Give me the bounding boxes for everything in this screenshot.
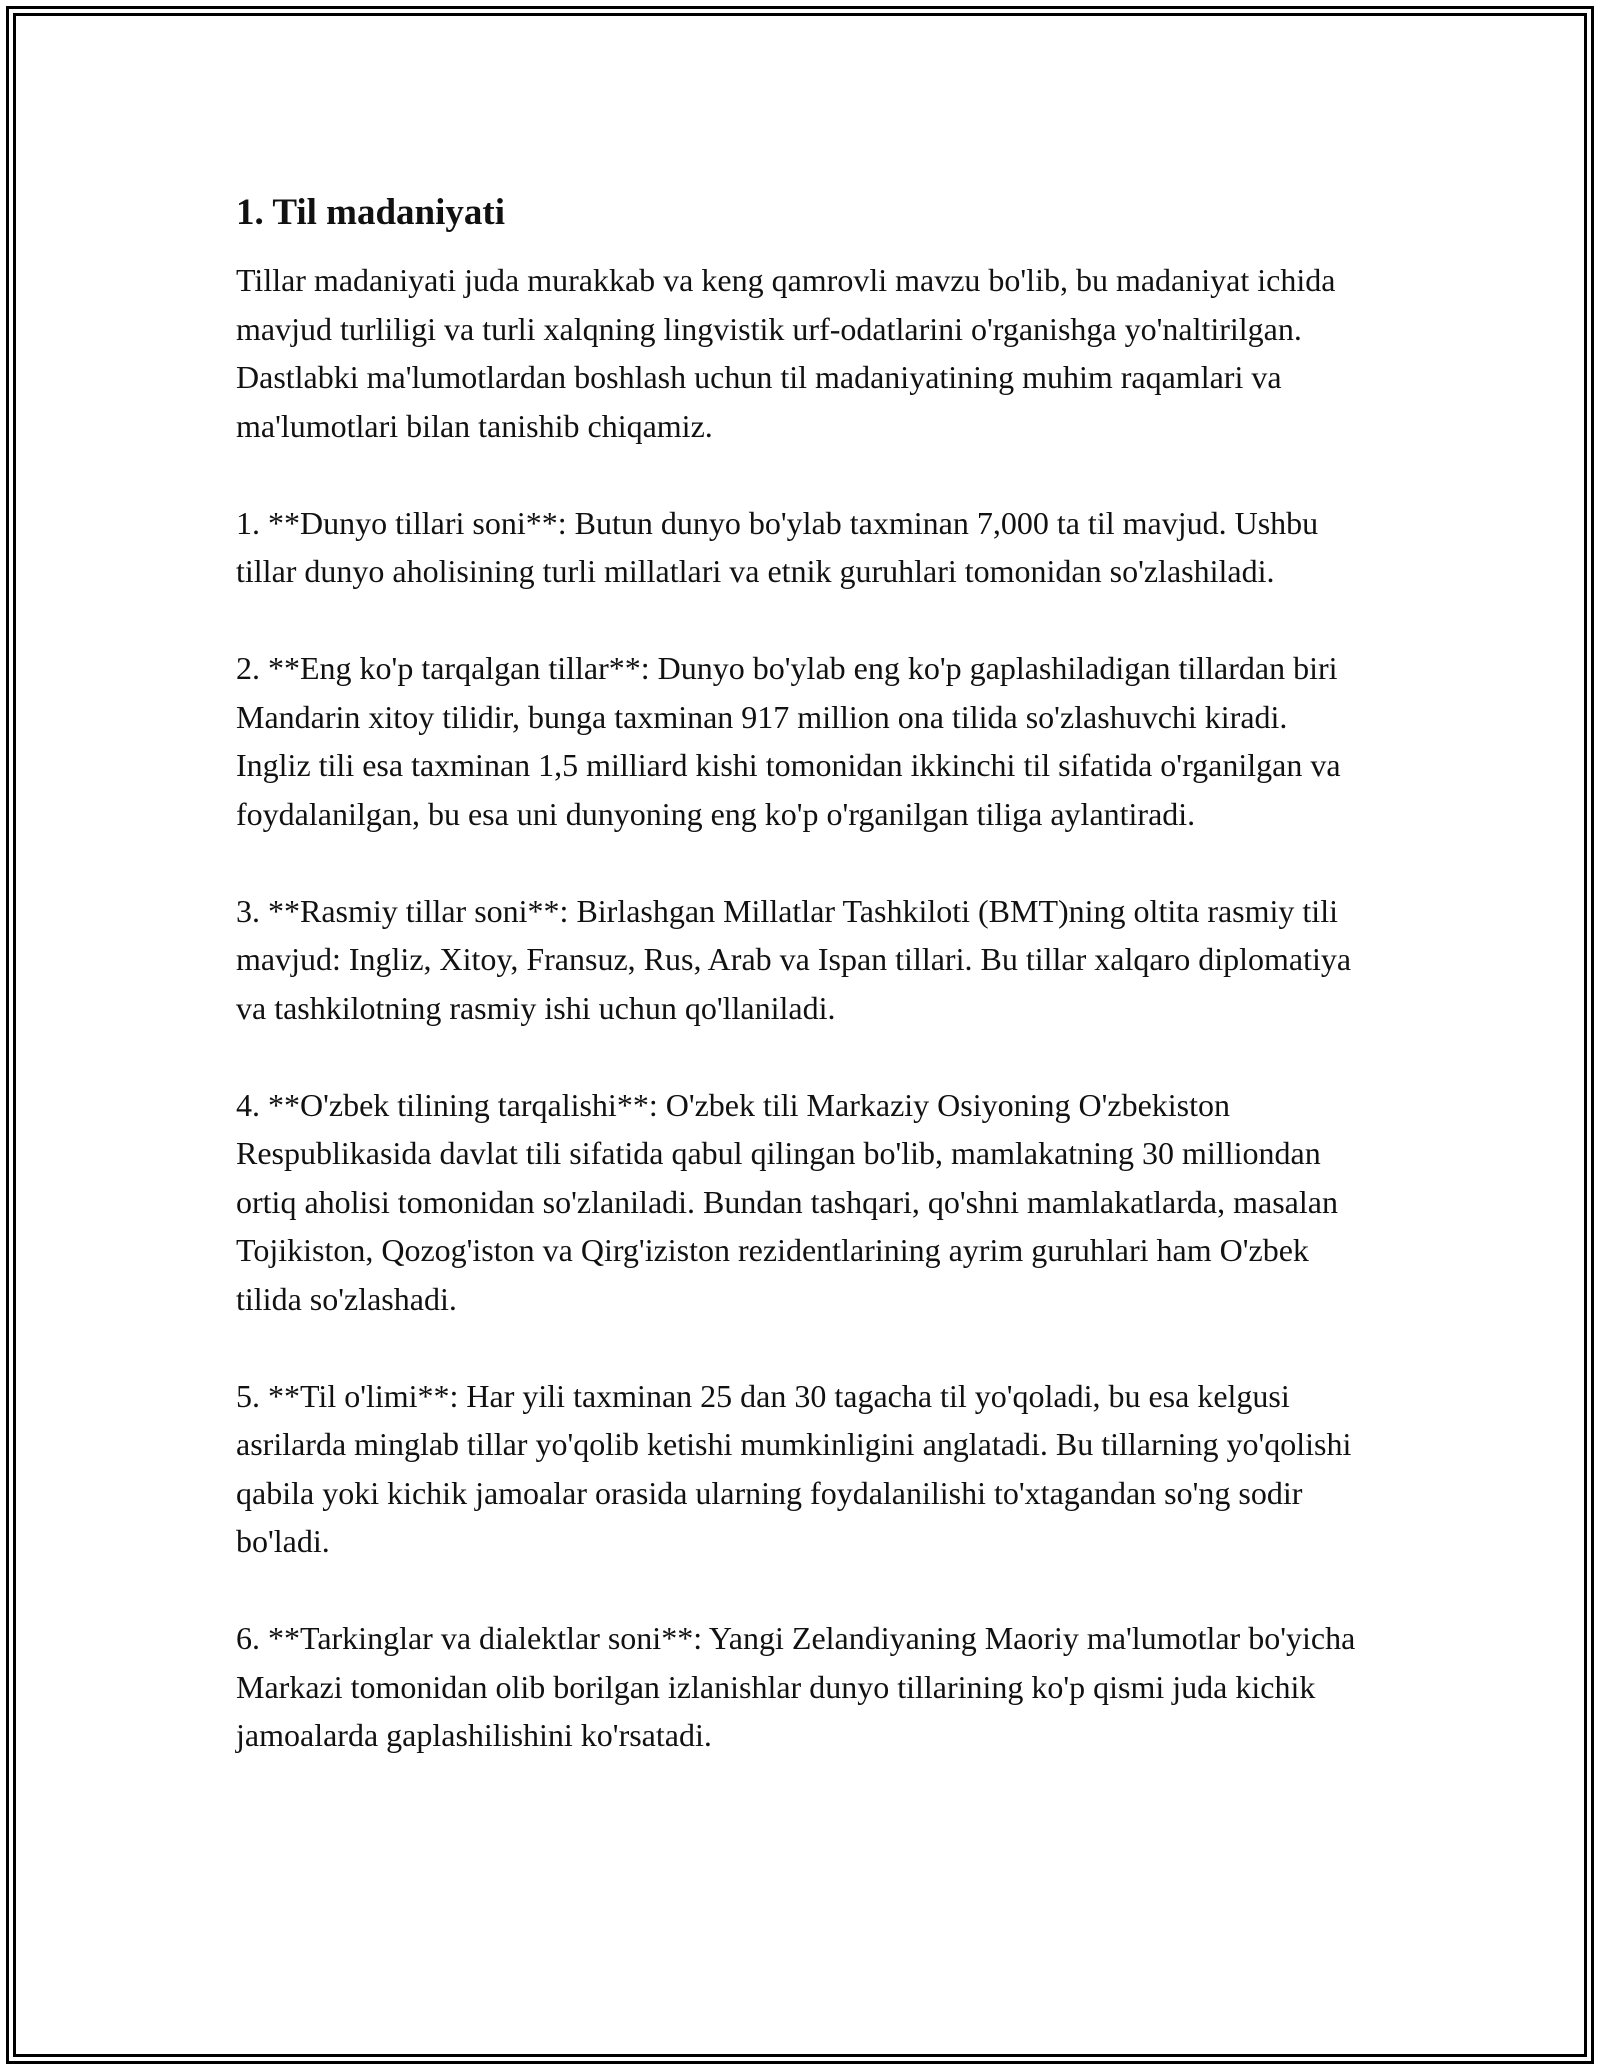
list-item-most-spoken: 2. **Eng ko'p tarqalgan tillar**: Dunyo bo'ylab eng ko'p gaplashiladigan tillardan biri Mandarin xitoy tilidir, bunga taxminan 917 million ona tilida so'zlashuvchi kiradi. Ingliz tili esa taxminan 1,5 milliard kishi tomonidan ikkinchi til sifatida o'rganilgan va foydalanilgan, bu esa uni dunyoning eng ko'p o'rganilgan tiliga aylantiradi.	[236, 650, 1341, 832]
intro-paragraph: Tillar madaniyati juda murakkab va keng qamrovli mavzu bo'lib, bu madaniyat ichida mavjud turliligi va turli xalqning lingvistik urf-odatlarini o'rganishga yo'naltirilgan. Dastlabki ma'lumotlardan boshlash uchun til madaniyatining muhim raqamlari va ma'lumotlari bilan tanishib chiqamiz.	[236, 262, 1336, 444]
list-item-dialects: 6. **Tarkinglar va dialektlar soni**: Yangi Zelandiyaning Maoriy ma'lumotlar bo'yicha Markazi tomonidan olib borilgan izlanishlar dunyo tillarining ko'p qismi juda kichik jamoalarda gaplashilishini ko'rsatadi.	[236, 1620, 1356, 1753]
list-item-world-languages: 1. **Dunyo tillari soni**: Butun dunyo bo'ylab taxminan 7,000 ta til mavjud. Ushbu tillar dunyo aholisining turli millatlari va etnik guruhlari tomonidan so'zlashiladi.	[236, 504, 1319, 589]
list-item-language-death: 5. **Til o'limi**: Har yili taxminan 25 dan 30 tagacha til yo'qoladi, bu esa kelgusi asrilarda minglab tillar yo'qolib ketishi mumkinligini anglatadi. Bu tillarning yo'qolishi qabila yoki kichik jamoalar orasida ularning foydalanilishi to'xtagandan so'ng sodir bo'ladi.	[236, 1377, 1352, 1559]
list-item-uzbek-spread: 4. **O'zbek tilining tarqalishi**: O'zbek tili Markaziy Osiyoning O'zbekiston Respublikasida davlat tili sifatida qabul qilingan bo'lib, mamlakatning 30 milliondan ortiq aholisi tomonidan so'zlaniladi. Bundan tashqari, qo'shni mamlakatlarda, masalan Tojikiston, Qozog'iston va Qirg'iziston rezidentlarining ayrim guruhlari ham O'zbek tilida so'zlashadi.	[236, 1086, 1338, 1317]
section-heading: 1. Til madaniyati	[236, 192, 506, 233]
document-body	[236, 186, 1366, 1760]
list-item-official-languages: 3. **Rasmiy tillar soni**: Birlashgan Millatlar Tashkiloti (BMT)ning oltita rasmiy tili mavjud: Ingliz, Xitoy, Fransuz, Rus, Arab va Ispan tillari. Bu tillar xalqaro diplomatiya va tashkilotning rasmiy ishi uchun qo'llaniladi.	[236, 892, 1352, 1026]
